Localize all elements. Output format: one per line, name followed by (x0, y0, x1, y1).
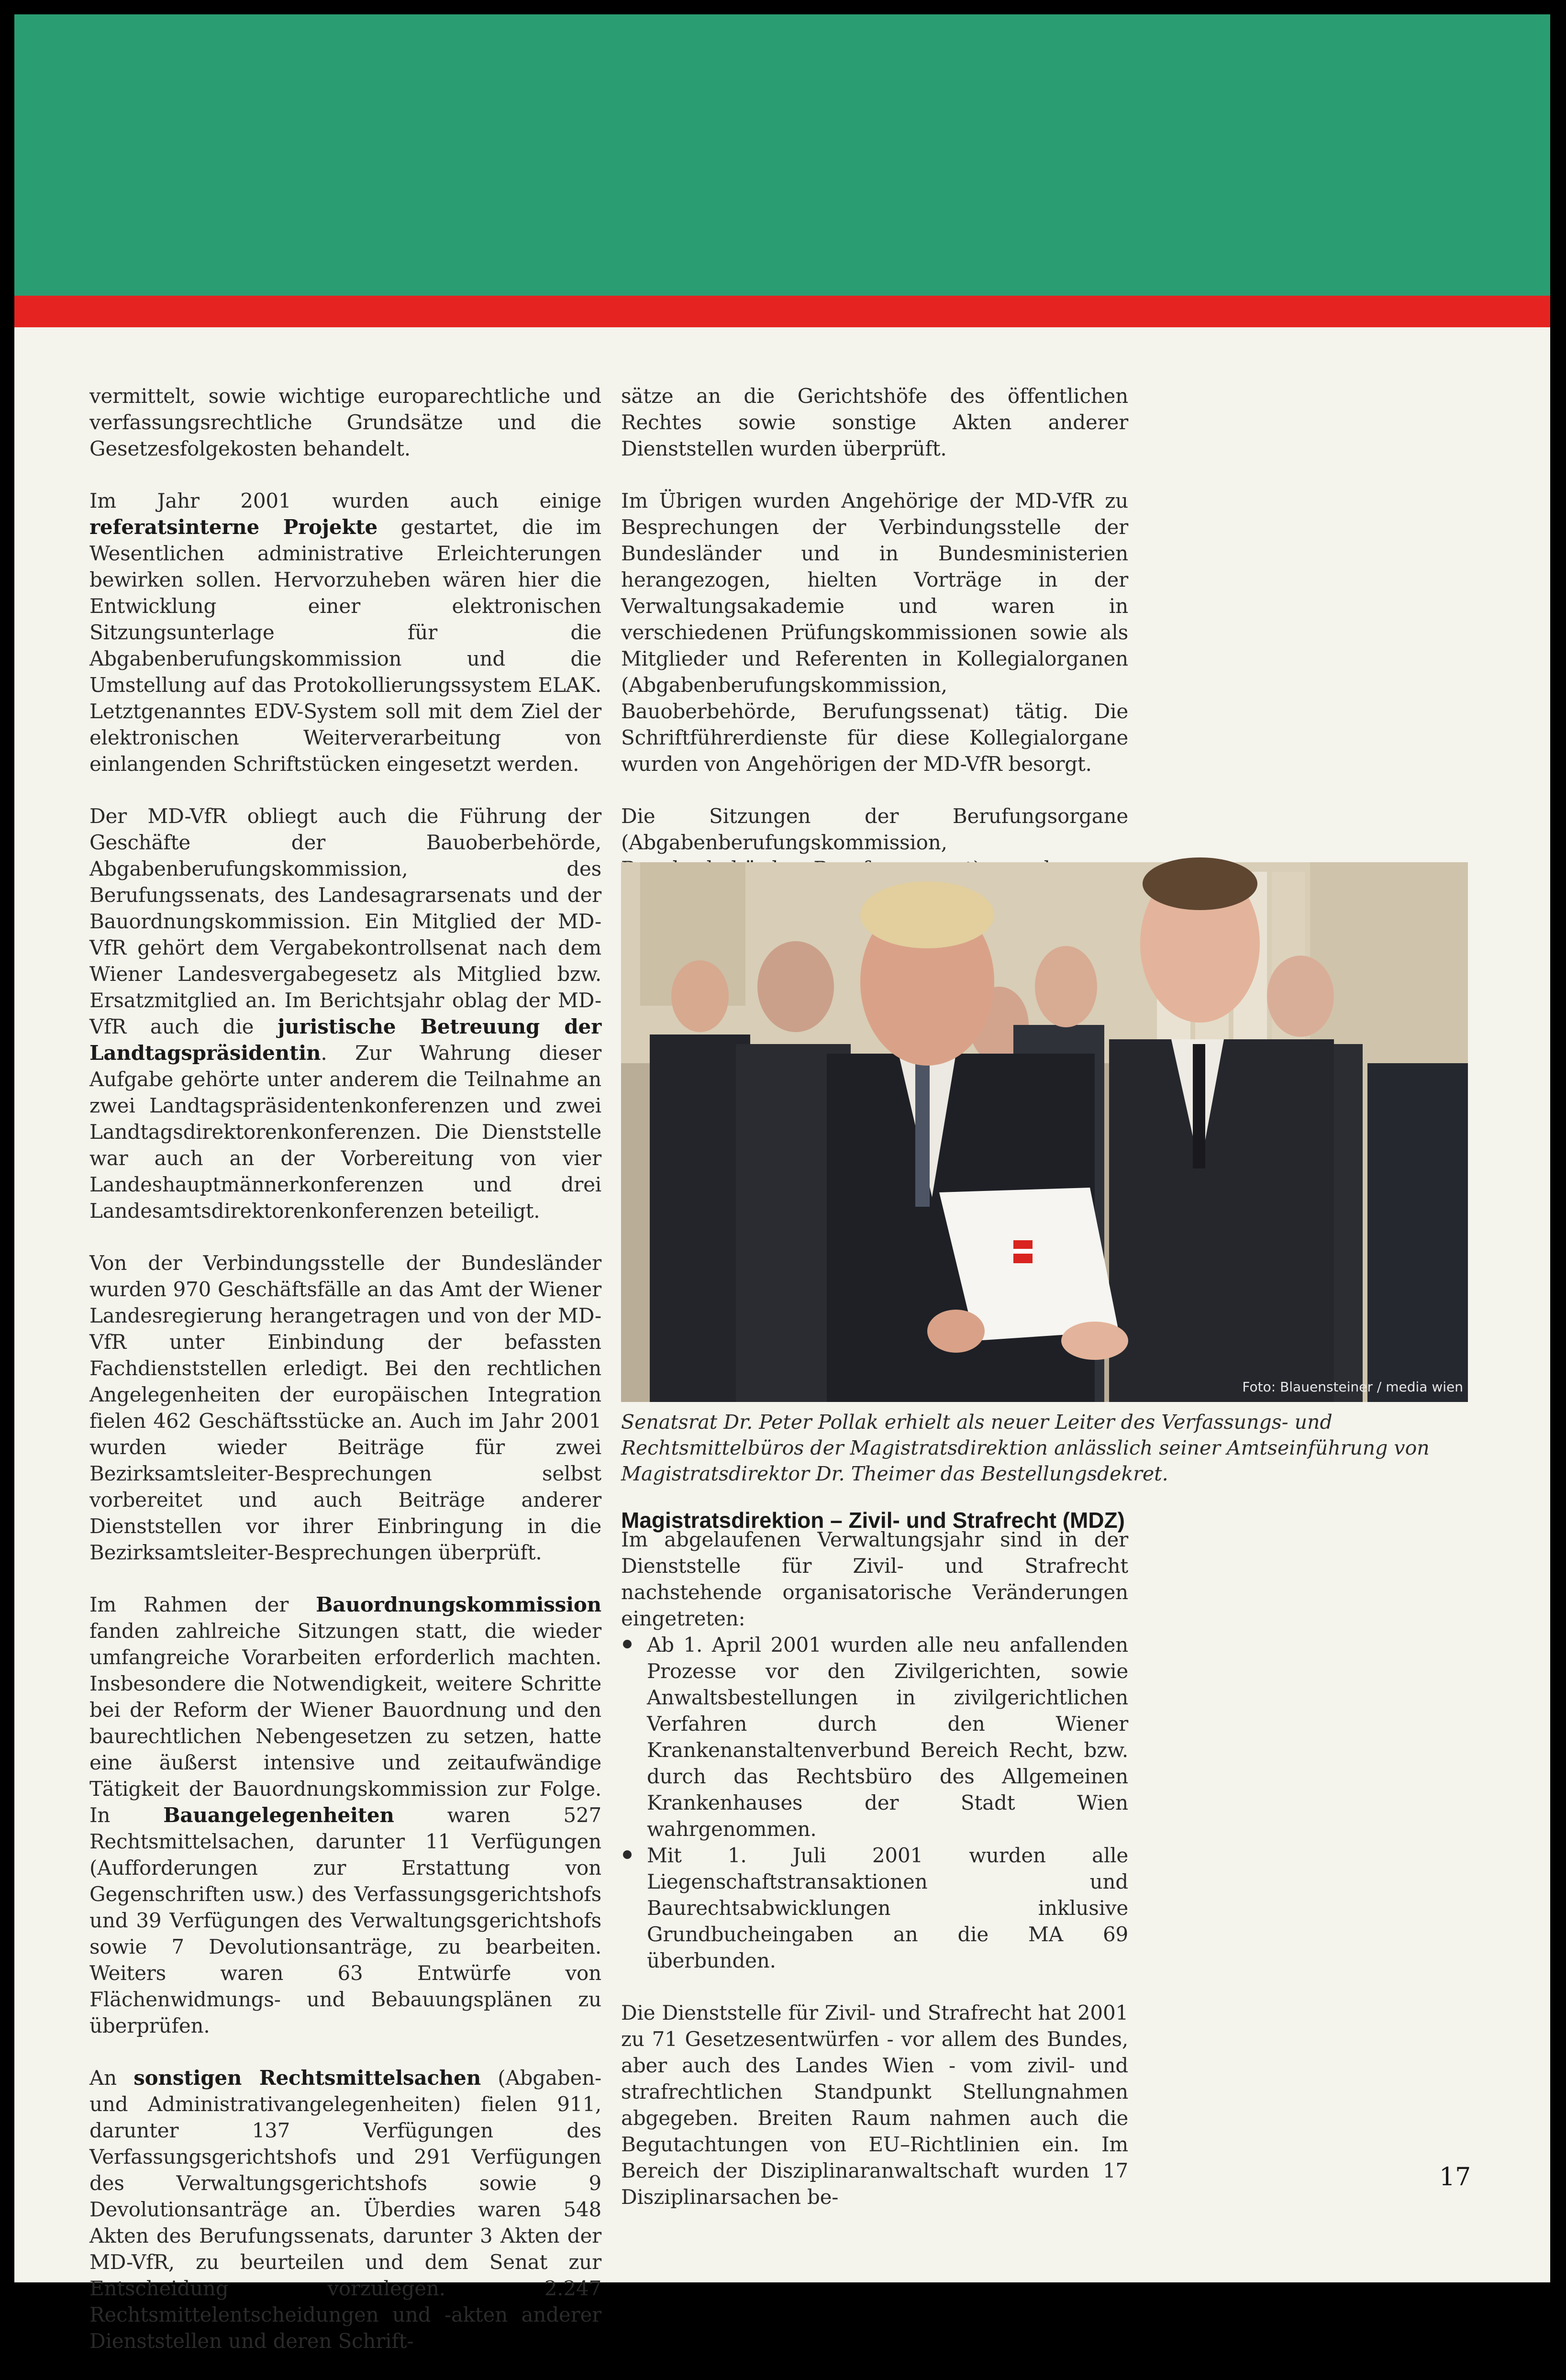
header-green-band (14, 14, 1550, 296)
document-page (14, 14, 1550, 2353)
page-number: 17 (1439, 2163, 1471, 2191)
paragraph: An sonstigen Rechtsmittelsachen (Abgaben- und Administrativangelegenheiten) fielen 911, darunter 137 Verfügungen des Verfassungsgerichtshofs und 291 Verfügungen des Verwaltungsgerichtshofs sowie 9 Devolutionsanträge an. Überdies waren 548 Akten des Berufungssenats, darunter 3 Akten der MD-VfR, zu beurteilen und dem Senat zur Entscheidung vorzulegen. 2.247 Rechtsmittelentscheidungen und -akten anderer Dienststellen und deren Schrift- (89, 2066, 601, 2353)
bold-term: juristische Betreuung der Landtagspräsidentin (89, 1015, 602, 1065)
right-column-bottom (621, 1526, 1128, 2236)
bullet-icon (623, 1850, 632, 1859)
paragraph: vermittelt, sowie wichtige europarechtliche und verfassungsrechtliche Grundsätze und die Gesetzesfolgekosten behandelt. (89, 384, 601, 460)
paragraph: Von der Verbindungsstelle der Bundesländer wurden 970 Geschäftsfälle an das Amt der Wiener Landesregierung herangetragen und von der MD-VfR unter Einbindung der befassten Fachdienststellen erledigt. Bei den rechtlichen Angelegenheiten der europäischen Integration fielen 462 Geschäftsstücke an. Auch im Jahr 2001 wurden wieder Beiträge für zwei Bezirksamtsleiter-Besprechungen selbst vorbereitet und auch Beiträge anderer Dienststellen vor ihrer Einbringung in die Bezirksamtsleiter-Besprechungen überprüft. (89, 1251, 601, 1564)
bold-term: Bauangelegenheiten (163, 1803, 394, 1827)
bold-term: referatsinterne Projekte (89, 515, 378, 539)
bold-term: sonstigen Rechtsmittelsachen (133, 2066, 481, 2090)
paragraph: Im Rahmen der Bauordnungskommission fanden zahlreiche Sitzungen statt, die wieder umfangreiche Vorarbeiten erforderlich machten. Insbesondere die Notwendigkeit, weitere Schritte bei der Reform der Wiener Bauordnung und den baurechtlichen Nebengesetzen zu setzen, hatte eine äußerst intensive und zeitaufwändige Tätigkeit der Bauordnungskommission zur Folge. In Bauangelegenheiten waren 527 Rechtsmittelsachen, darunter 11 Verfügungen (Aufforderungen zur Erstattung von Gegenschriften usw.) des Verfassungsgerichtshofs und 39 Verfügungen des Verwaltungsgerichtshofs sowie 7 Devolutionsanträge, zu bearbeiten. Weiters waren 63 Entwürfe von Flächenwidmungs- und Bebauungsplänen zu überprüfen. (89, 1593, 601, 2037)
left-column (89, 383, 601, 2380)
paragraph: Im abgelaufenen Verwaltungsjahr sind in der Dienststelle für Zivil- und Strafrecht nachstehende organisatorische Veränderungen eingetreten: (621, 1528, 1128, 1630)
bullet-list (621, 1632, 1128, 1974)
paragraph: Im Jahr 2001 wurden auch einige referatsinterne Projekte gestartet, die im Wesentlichen administrative Erleichterungen bewirken sollen. Hervorzuheben wären hier die Entwicklung einer elektronischen Sitzungsunterlage für die Abgabenberufungskommission und die Umstellung auf das Protokollierungssystem ELAK. Letztgenanntes EDV-System soll mit dem Ziel der elektronischen Weiterverarbeitung von einlangenden Schriftstücken eingesetzt werden. (89, 489, 601, 776)
list-item: Mit 1. Juli 2001 wurden alle Liegenschaftstransaktionen und Baurechtsabwicklungen inklusive Grundbucheingaben an die MA 69 überbunden. (621, 1842, 1128, 1974)
bold-term: Bauordnungskommission (316, 1593, 601, 1616)
paragraph: Die Dienststelle für Zivil- und Strafrecht hat 2001 zu 71 Gesetzesentwürfen - vor allem des Bundes, aber auch des Landes Wien - vom zivil- und strafrechtlichen Standpunkt Stellungnahmen abgegeben. Breiten Raum nahmen auch die Begutachtungen von EU–Richtlinien ein. Im Bereich der Disziplinaranwaltschaft wurden 17 Disziplinarsachen be- (621, 2001, 1128, 2209)
right-column-top (621, 383, 1128, 934)
paragraph: Im Übrigen wurden Angehörige der MD-VfR zu Besprechungen der Verbindungsstelle der Bundesländer und in Bundesministerien herangezogen, hielten Vorträge in der Verwaltungsakademie und waren in verschiedenen Prüfungskommissionen sowie als Mitglieder und Referenten in Kollegialorganen (Abgabenberufungskommission, Bauoberbehörde, Berufungssenat) tätig. Die Schriftführerdienste für diese Kollegialorgane wurden von Angehörigen der MD-VfR besorgt. (621, 489, 1128, 776)
paragraph: Der MD-VfR obliegt auch die Führung der Geschäfte der Bauoberbehörde, Abgabenberufungskommission, des Berufungssenats, des Landesagrarsenats und der Bauordnungskommission. Ein Mitglied der MD-VfR gehört dem Vergabekontrollsenat nach dem Wiener Landesvergabegesetz als Mitglied bzw. Ersatzmitglied an. Im Berichtsjahr oblag der MD-VfR auch die juristische Betreuung der Landtagspräsidentin. Zur Wahrung dieser Aufgabe gehörte unter anderem die Teilnahme an zwei Landtagspräsidentenkonferenzen und zwei Landtagsdirektorenkonferenzen. Die Dienststelle war auch an der Vorbereitung von vier Landeshauptmännerkonferenzen und drei Landesamtsdirektorenkonferenzen beteiligt. (89, 804, 602, 1223)
list-item: Ab 1. April 2001 wurden alle neu anfallenden Prozesse vor den Zivilgerichten, sowie Anwaltsbestellungen in zivilgerichtlichen Verfahren durch den Wiener Krankenanstaltenverbund Bereich Recht, bzw. durch das Rechtsbüro des Allgemeinen Krankenhauses der Stadt Wien wahrgenommen. (621, 1632, 1128, 1842)
photo-illustration (621, 862, 1468, 1402)
section-heading: Magistratsdirektion – Zivil- und Strafrecht (MDZ) (621, 1508, 1125, 1533)
bullet-icon (623, 1640, 632, 1648)
photo-credit: Foto: Blauensteiner / media wien (1242, 1379, 1463, 1395)
paragraph: Die Sitzungen der Berufungsorgane (Abgabenberufungskommission, (621, 804, 1128, 854)
photo-caption: Senatsrat Dr. Peter Pollak erhielt als neuer Leiter des Verfassungs- und Rechtsmittelbüros der Magistratsdirektion anlässlich seiner Amtseinführung von Magistratsdirektor Dr. Theimer das Bestellungsdekret. (621, 1411, 1430, 1485)
header-red-stripe (14, 296, 1550, 327)
group-photo (621, 862, 1468, 1402)
paragraph: sätze an die Gerichtshöfe des öffentlichen Rechtes sowie sonstige Akten anderer Dienststellen wurden überprüft. (621, 384, 1128, 460)
